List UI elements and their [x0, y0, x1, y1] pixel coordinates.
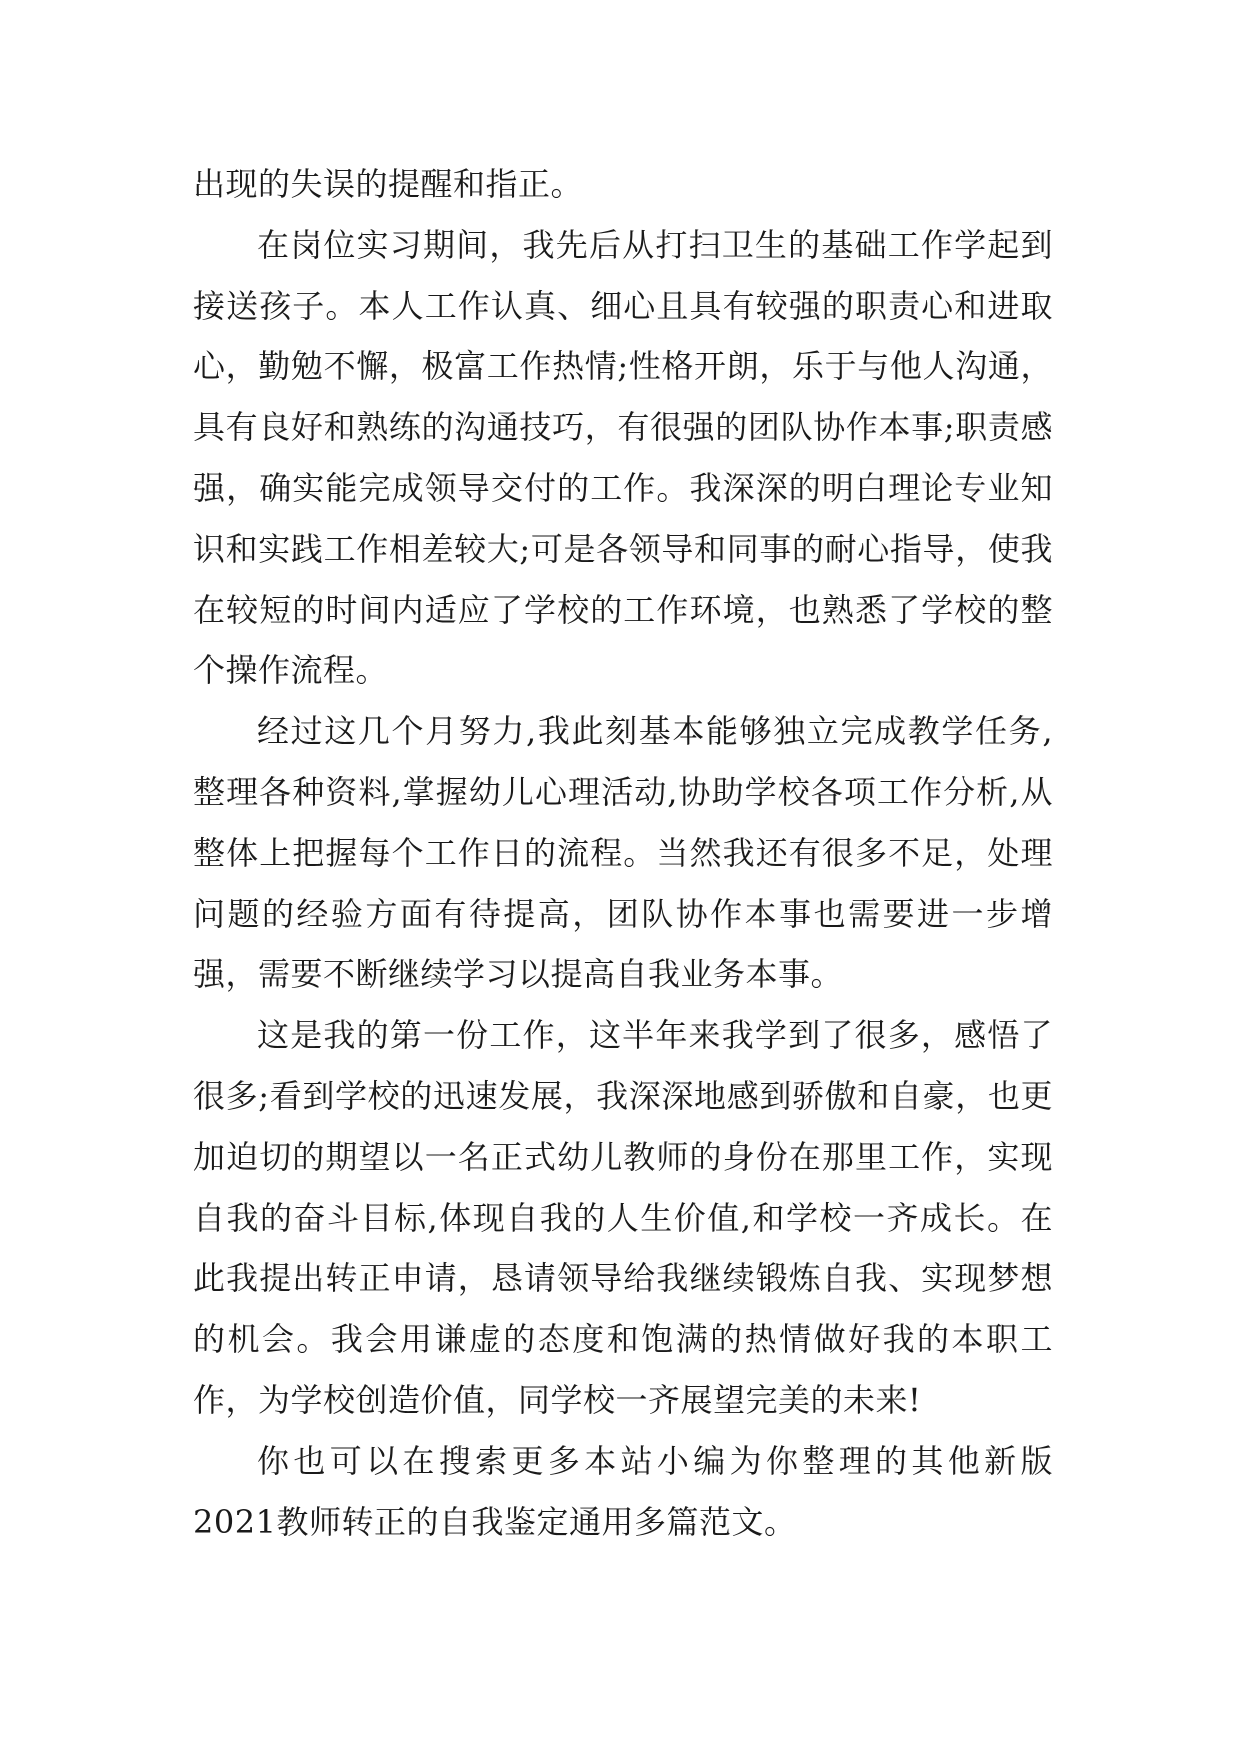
- paragraph-1: 出现的失误的提醒和指正。: [193, 165, 584, 203]
- paragraph-5: 你也可以在搜索更多本站小编为你整理的其他新版2021教师转正的自我鉴定通用多篇范文。: [193, 1441, 1053, 1541]
- paragraph-2: 在岗位实习期间，我先后从打扫卫生的基础工作学起到接送孩子。本人工作认真、细心且具有较强的职责心和进取心，勤勉不懈，极富工作热情;性格开朗，乐于与他人沟通，具有良好和熟练的沟通技巧，有很强的团队协作本事;职责感强，确实能完成领导交付的工作。我深深的明白理论专业知识和实践工作相差较大;可是各领导和同事的耐心指导，使我在较短的时间内适应了学校的工作环境，也熟悉了学校的整个操作流程。: [193, 225, 1053, 690]
- paragraph-4: 这是我的第一份工作，这半年来我学到了很多，感悟了很多;看到学校的迅速发展，我深深地感到骄傲和自豪，也更加迫切的期望以一名正式幼儿教师的身份在那里工作，实现自我的奋斗目标,体现自我的人生价值,和学校一齐成长。在此我提出转正申请，恳请领导给我继续锻炼自我、实现梦想的机会。我会用谦虚的态度和饱满的热情做好我的本职工作，为学校创造价值，同学校一齐展望完美的未来!: [193, 1016, 1053, 1419]
- document-body: [193, 154, 1053, 1552]
- paragraph-3: 经过这几个月努力,我此刻基本能够独立完成教学任务,整理各种资料,掌握幼儿心理活动,协助学校各项工作分析,从整体上把握每个工作日的流程。当然我还有很多不足，处理问题的经验方面有待提高，团队协作本事也需要进一步增强，需要不断继续学习以提高自我业务本事。: [193, 712, 1053, 994]
